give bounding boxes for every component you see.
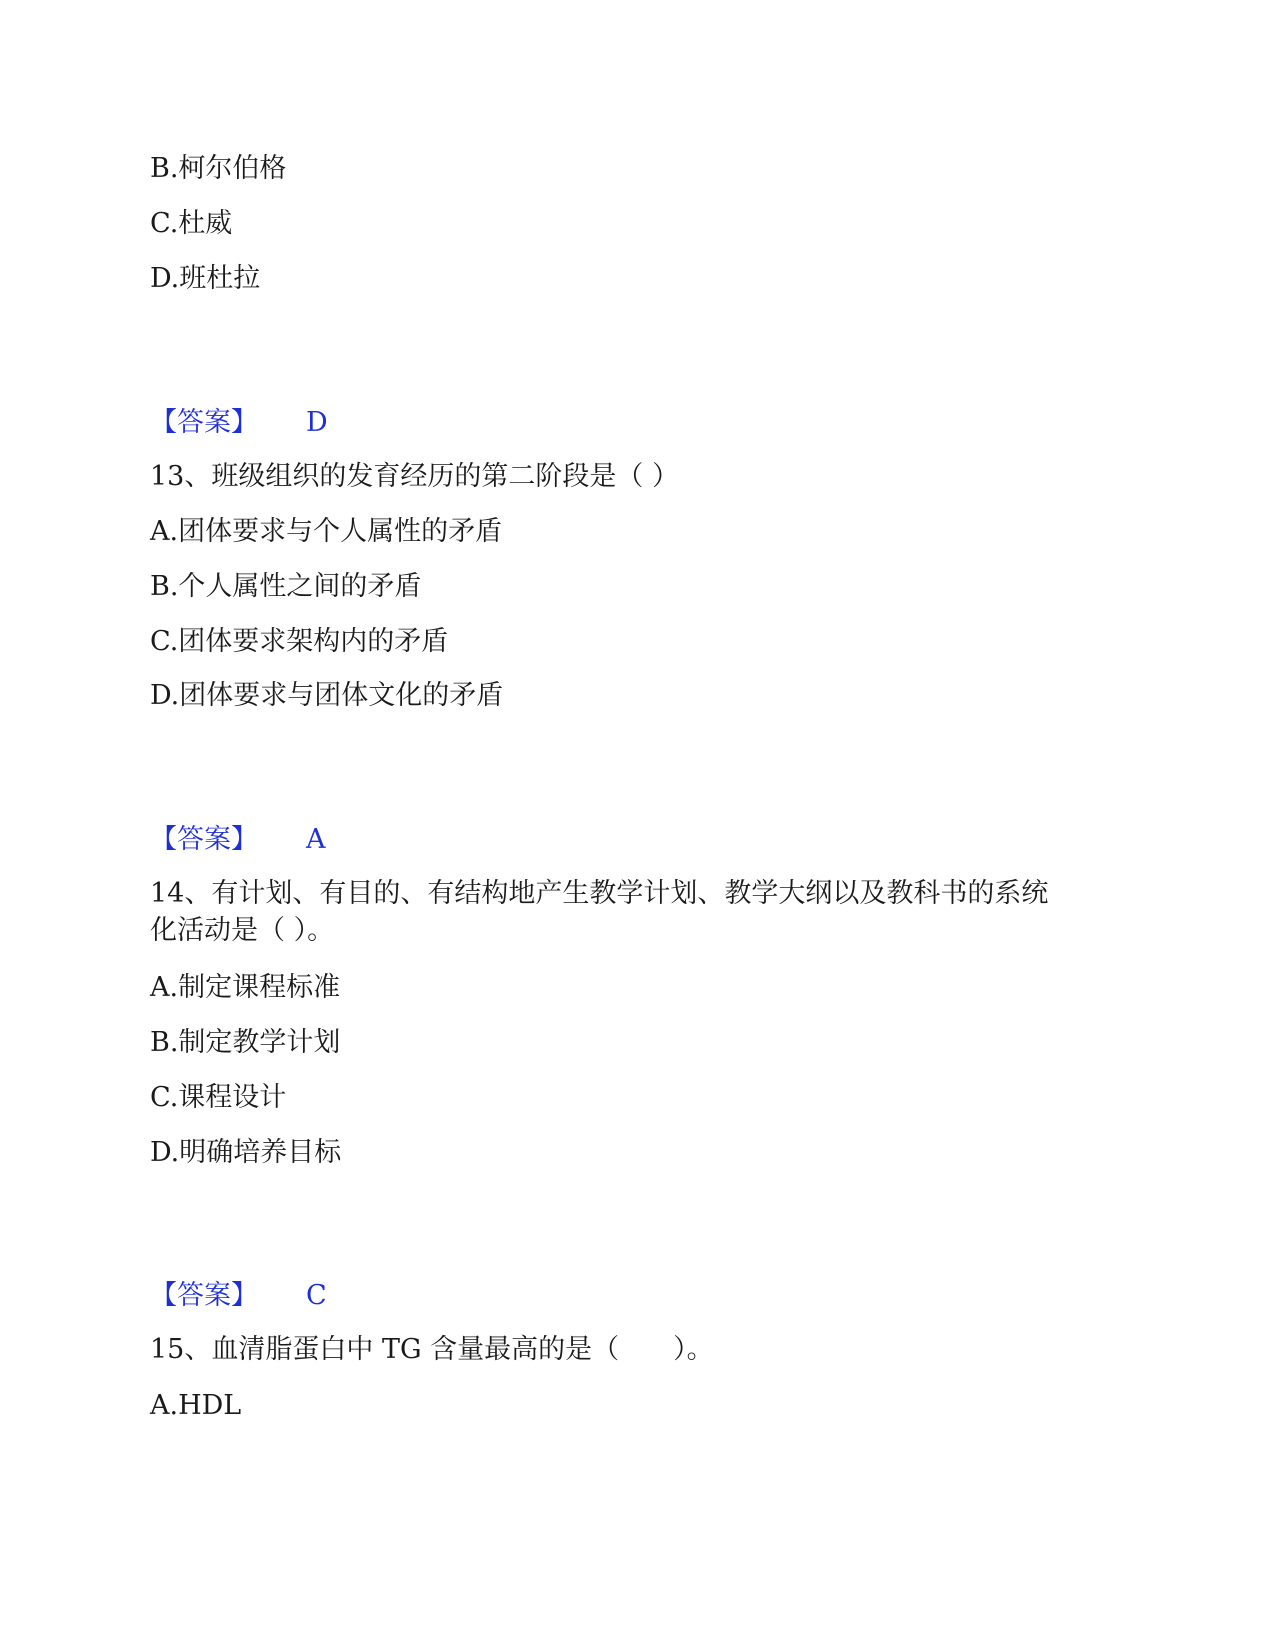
q12-answer [150,404,328,442]
q12-option-c: C.杜威 [150,208,233,239]
q15-question: 15、血清脂蛋白中 TG 含量最高的是（ ）。 [150,1334,714,1365]
answer-label: 【答案】 [150,1280,258,1311]
q14-answer [150,1277,327,1315]
q14-question-line2: 化活动是（ ）。 [150,915,335,946]
q13-option-d: D.团体要求与团体文化的矛盾 [150,680,504,711]
answer-value: D [306,407,328,438]
q13-answer [150,821,326,859]
q15-option-a: A.HDL [150,1390,242,1421]
answer-label: 【答案】 [150,407,258,438]
answer-value: A [306,824,326,855]
q13-option-b: B.个人属性之间的矛盾 [150,571,422,602]
q13-question: 13、班级组织的发育经历的第二阶段是（ ） [150,461,679,492]
q14-option-b: B.制定教学计划 [150,1027,341,1058]
q12-option-d: D.班杜拉 [150,263,261,294]
q14-option-d: D.明确培养目标 [150,1137,342,1168]
q13-option-c: C.团体要求架构内的矛盾 [150,626,449,657]
q14-option-c: C.课程设计 [150,1082,287,1113]
q12-option-b: B.柯尔伯格 [150,153,287,184]
q13-option-a: A.团体要求与个人属性的矛盾 [150,516,503,547]
q14-option-a: A.制定课程标准 [150,972,341,1003]
answer-label: 【答案】 [150,824,258,855]
answer-value: C [306,1280,327,1311]
q14-question-line1: 14、有计划、有目的、有结构地产生教学计划、教学大纲以及教科书的系统 [150,878,1049,909]
